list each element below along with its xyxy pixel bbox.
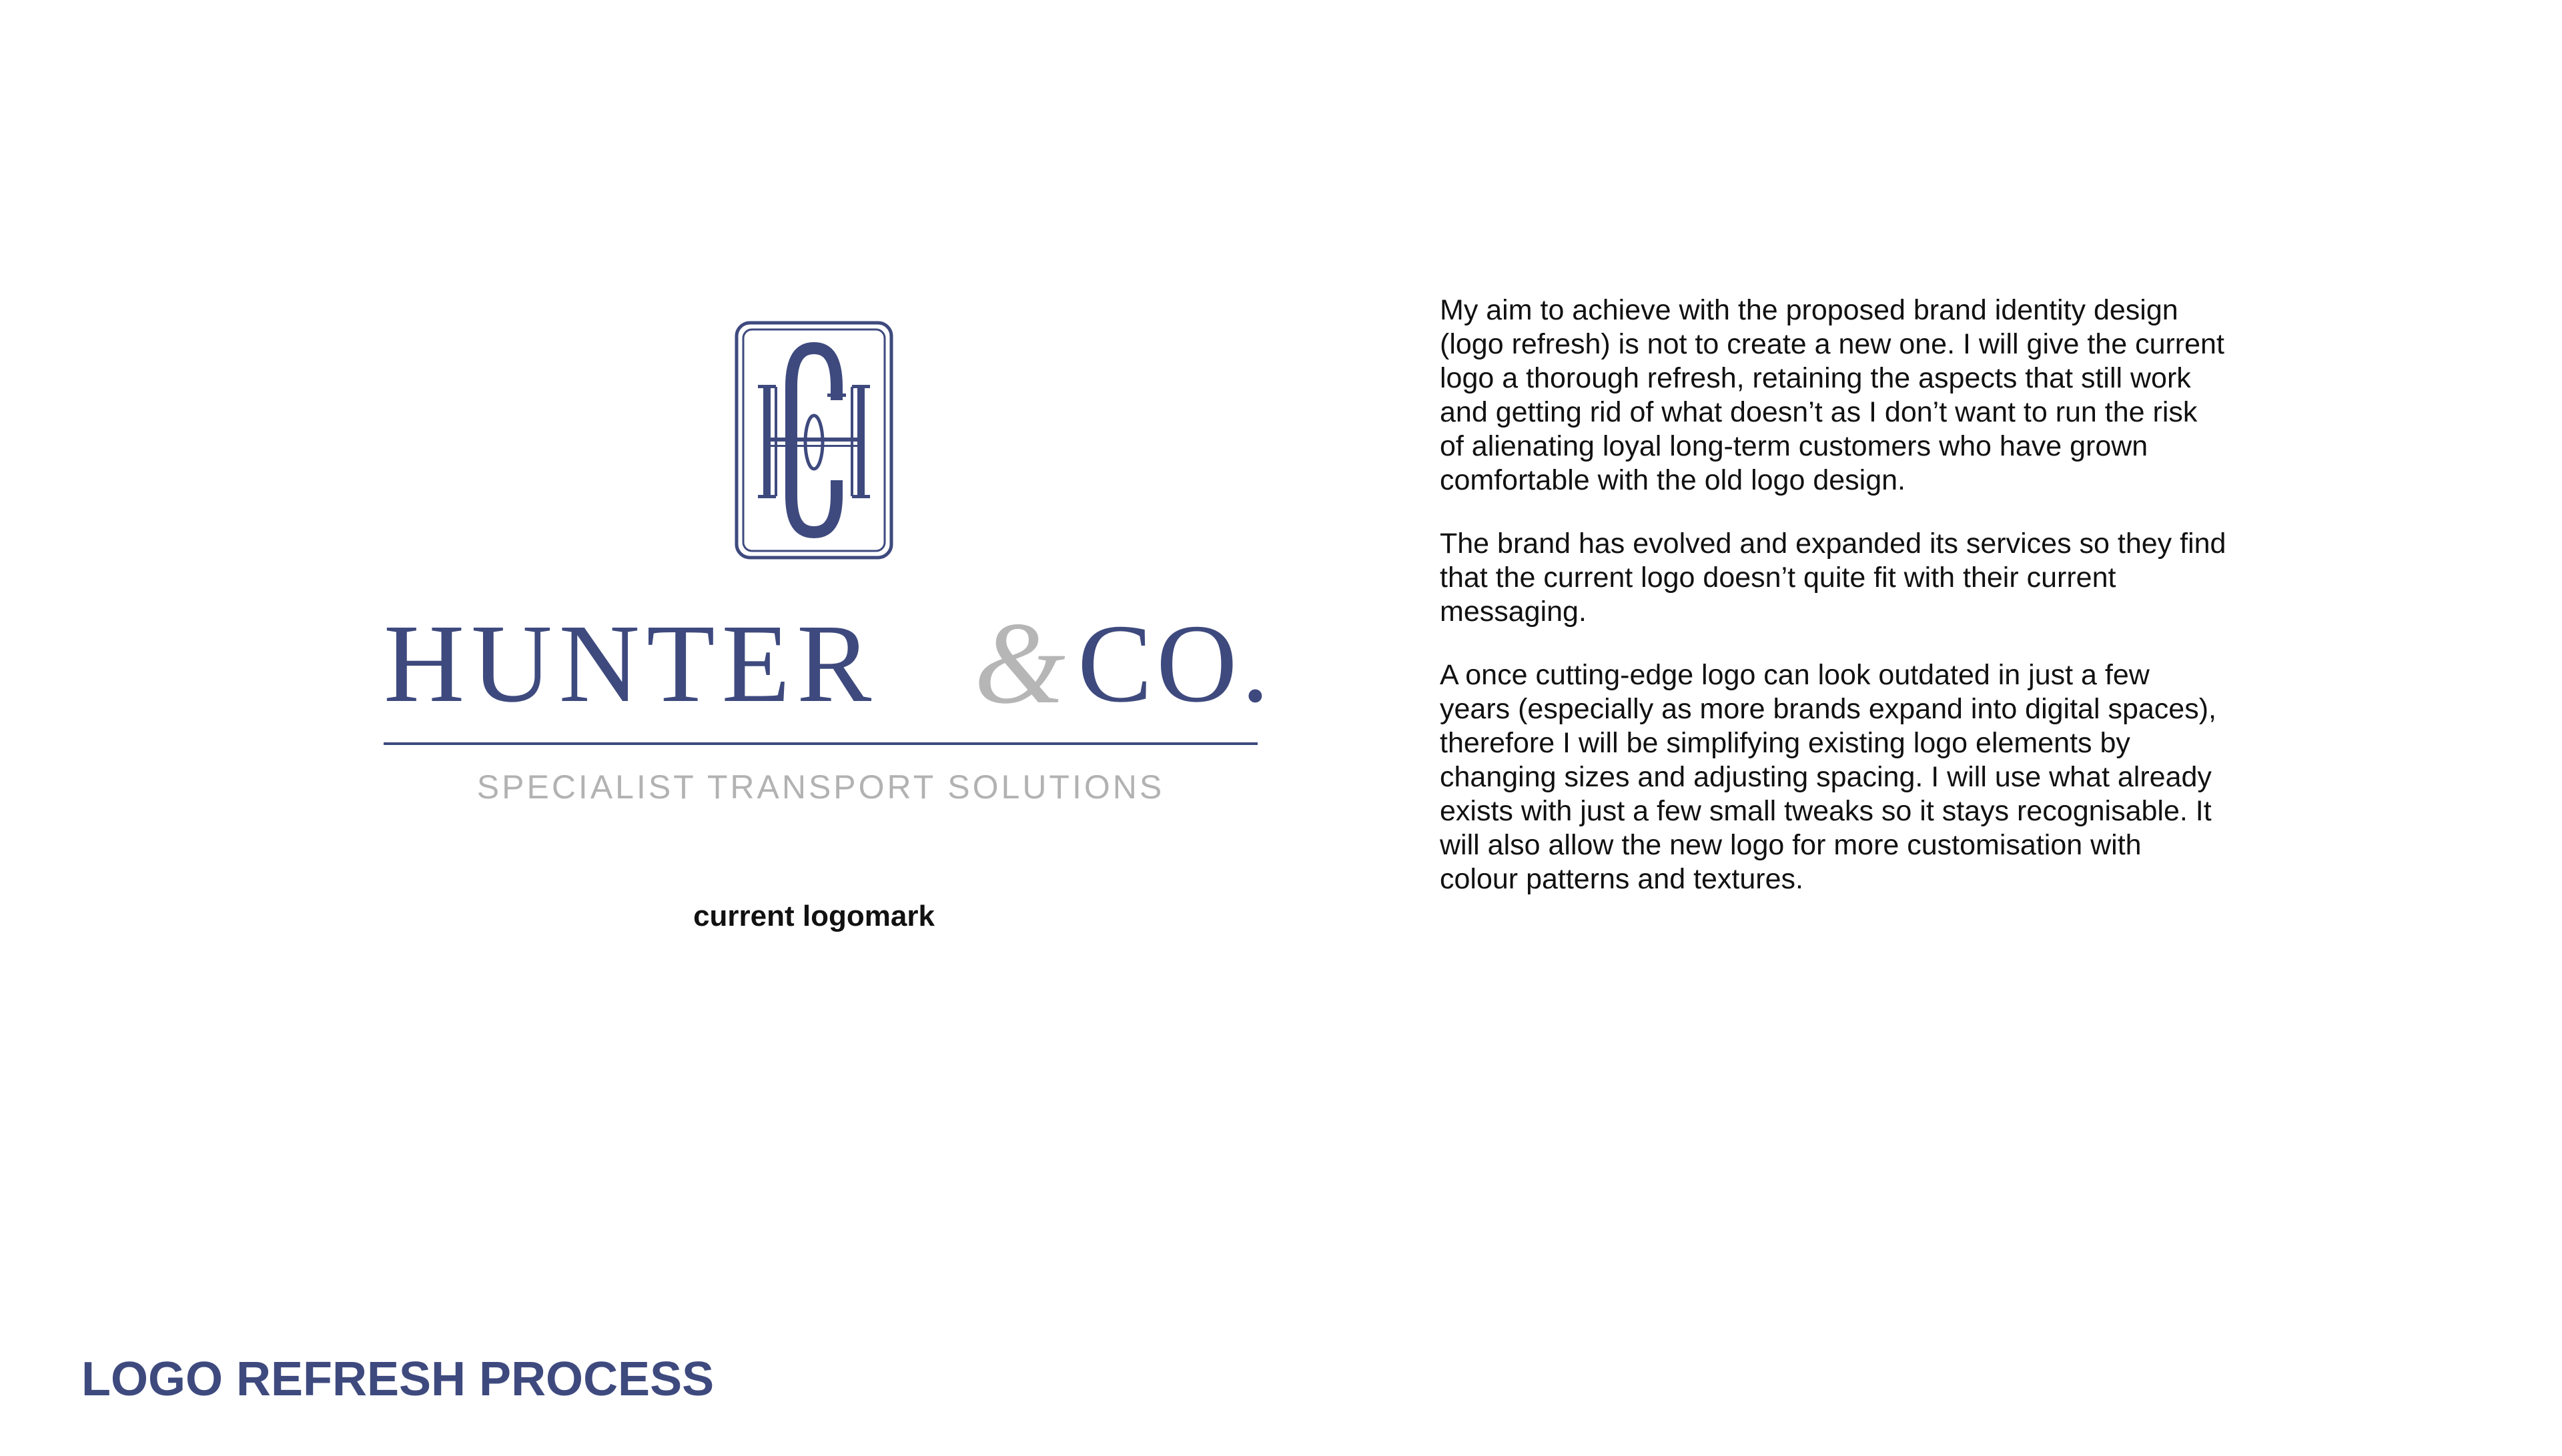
brand-wordmark: [384, 598, 1274, 728]
description-text: [1440, 293, 2227, 926]
logo-caption: current logomark: [693, 900, 935, 932]
company-logo: [384, 320, 1274, 947]
section-title: LOGO REFRESH PROCESS: [81, 1353, 715, 1406]
hc-monogram-icon: [734, 320, 894, 560]
wordmark-ampersand: &: [974, 598, 1070, 728]
wordmark-co: CO.: [1078, 602, 1274, 726]
description-paragraph: A once cutting-edge logo can look outdated in just a few years (especially as more brands expand into digital spaces), therefore I will be simplifying existing logo elements by changing sizes and adjusting spacing. I will use what already exists with just a few small tweaks so it stays recognisable. It will also allow the new logo for more customisation with colour patterns and textures.: [1440, 659, 2216, 895]
description-paragraph: My aim to achieve with the proposed brand identity design (logo refresh) is not to create a new one. I will give the current logo a thorough refresh, retaining the aspects that still work and getting rid of what doesn’t as I don’t want to run the risk of alienating loyal long-term customers who have grown comfortable with the old logo design.: [1440, 294, 2224, 496]
wordmark-hunter: HUNTER: [384, 602, 879, 726]
logo-divider: [384, 742, 1258, 745]
description-paragraph: The brand has evolved and expanded its services so they find that the current logo doesn’t quite fit with their current messaging.: [1440, 528, 2226, 628]
brand-tagline: SPECIALIST TRANSPORT SOLUTIONS: [476, 768, 1165, 806]
